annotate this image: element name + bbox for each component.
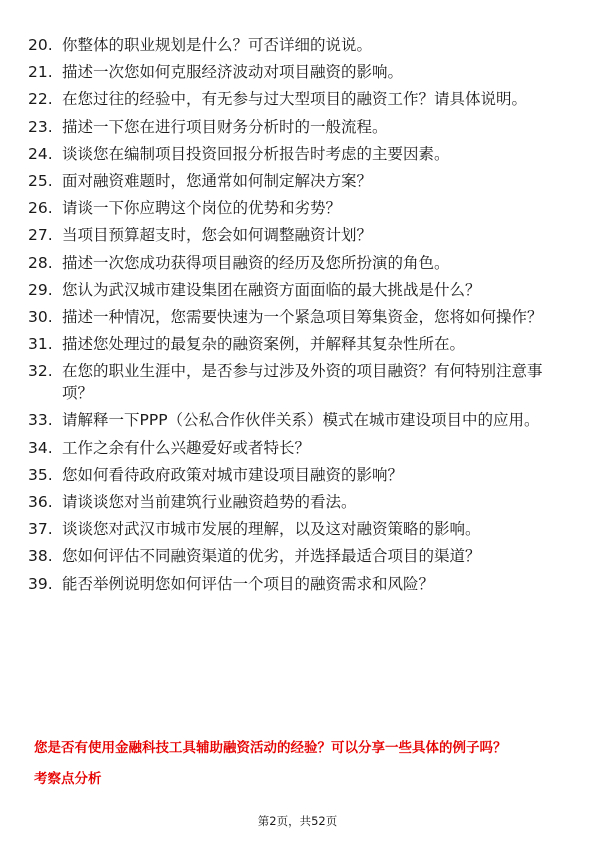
question-number: 30. — [28, 307, 53, 326]
question-text: 您认为武汉城市建设集团在融资方面面临的最大挑战是什么？ — [62, 280, 481, 299]
question-text: 在您的职业生涯中，是否参与过涉及外资的项目融资？有何特别注意事项？ — [62, 362, 543, 403]
question-item — [28, 409, 568, 431]
question-text: 工作之余有什么兴趣爱好或者特长？ — [62, 438, 311, 457]
question-text: 您如何看待政府政策对城市建设项目融资的影响？ — [62, 465, 404, 484]
question-item — [28, 143, 568, 165]
highlight-question: 您是否有使用金融科技工具辅助融资活动的经验？可以分享一些具体的例子吗？ — [34, 740, 507, 756]
question-text: 描述一次您成功获得项目融资的经历及您所扮演的角色。 — [62, 253, 450, 272]
question-item — [28, 252, 568, 274]
question-text: 你整体的职业规划是什么？可否详细的说说。 — [62, 36, 373, 54]
page-footer: 第2页，共52页 — [257, 814, 338, 828]
question-item — [28, 573, 568, 595]
question-number: 36. — [28, 493, 53, 511]
question-item — [28, 333, 568, 355]
question-item — [28, 491, 568, 513]
question-text: 当项目预算超支时，您会如何调整融资计划？ — [62, 226, 373, 245]
question-number: 27. — [28, 226, 53, 245]
question-number: 38. — [28, 547, 53, 566]
question-item — [28, 61, 568, 83]
analysis-heading: 考察点分析 — [34, 771, 102, 787]
question-list — [28, 34, 568, 600]
question-text: 描述一下您在进行项目财务分析时的一般流程。 — [62, 117, 388, 136]
question-item — [28, 34, 568, 56]
question-number: 25. — [28, 171, 53, 190]
question-number: 39. — [28, 574, 53, 593]
question-number: 26. — [28, 199, 53, 218]
question-text: 谈谈您在编制项目投资回报分析报告时考虑的主要因素。 — [62, 144, 450, 163]
question-item — [28, 545, 568, 567]
question-number: 20. — [28, 36, 53, 54]
question-text: 您如何评估不同融资渠道的优劣，并选择最适合项目的渠道？ — [62, 547, 481, 566]
question-item — [28, 518, 568, 540]
question-number: 29. — [28, 280, 53, 299]
question-item — [28, 360, 568, 404]
question-text: 请谈谈您对当前建筑行业融资趋势的看法。 — [62, 493, 357, 511]
question-item — [28, 224, 568, 246]
question-item — [28, 279, 568, 301]
question-text: 谈谈您对武汉市城市发展的理解，以及这对融资策略的影响。 — [62, 520, 481, 539]
question-item — [28, 464, 568, 486]
question-item — [28, 437, 568, 459]
question-item — [28, 170, 568, 192]
question-number: 21. — [28, 63, 53, 82]
question-text: 请解释一下PPP（公私合作伙伴关系）模式在城市建设项目中的应用。 — [62, 411, 540, 430]
question-number: 24. — [28, 144, 53, 163]
question-text: 请谈一下你应聘这个岗位的优势和劣势？ — [62, 199, 342, 218]
question-text: 描述您处理过的最复杂的融资案例，并解释其复杂性所在。 — [62, 335, 466, 354]
question-number: 28. — [28, 253, 53, 272]
question-number: 22. — [28, 90, 53, 109]
question-text: 描述一种情况，您需要快速为一个紧急项目筹集资金，您将如何操作？ — [62, 307, 543, 326]
question-number: 23. — [28, 117, 53, 136]
question-item — [28, 306, 568, 328]
question-number: 35. — [28, 465, 53, 484]
question-number: 32. — [28, 362, 53, 381]
question-text: 描述一次您如何克服经济波动对项目融资的影响。 — [62, 63, 404, 82]
question-item — [28, 88, 568, 110]
question-text: 在您过往的经验中，有无参与过大型项目的融资工作？请具体说明。 — [62, 90, 528, 109]
question-text: 能否举例说明您如何评估一个项目的融资需求和风险？ — [62, 574, 435, 593]
question-number: 33. — [28, 411, 53, 430]
question-item — [28, 116, 568, 138]
question-item — [28, 197, 568, 219]
question-number: 34. — [28, 438, 53, 457]
question-number: 31. — [28, 335, 53, 354]
question-text: 面对融资难题时，您通常如何制定解决方案？ — [62, 171, 373, 190]
question-number: 37. — [28, 520, 53, 539]
